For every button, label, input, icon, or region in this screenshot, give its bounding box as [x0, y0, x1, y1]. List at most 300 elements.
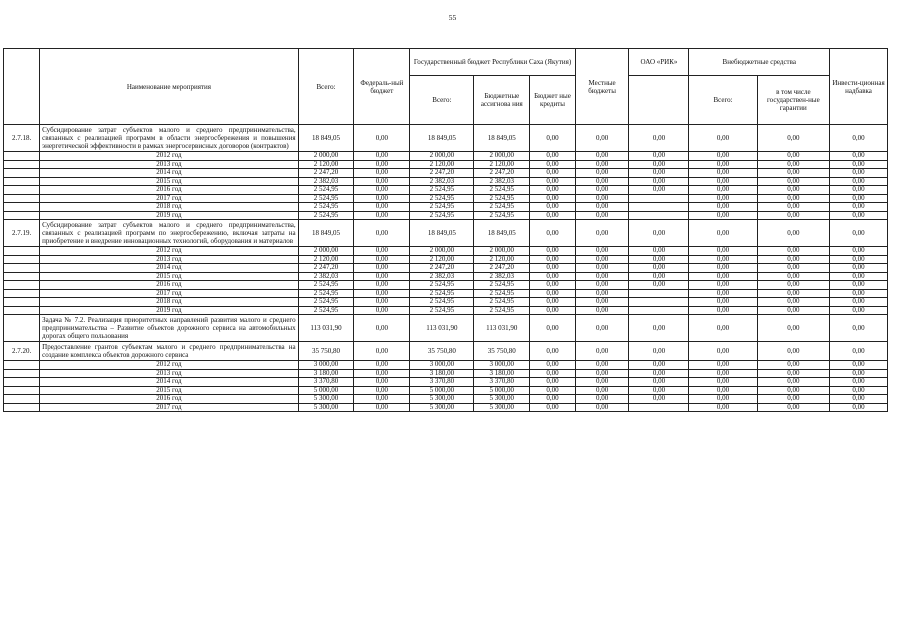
- value-cell: 2 524,95: [474, 194, 530, 203]
- value-cell: 0,00: [757, 247, 829, 256]
- value-cell: 18 849,05: [474, 220, 530, 247]
- value-cell: 18 849,05: [410, 220, 474, 247]
- value-cell: 0,00: [530, 177, 576, 186]
- year-row: [4, 272, 888, 281]
- value-cell: 0,00: [575, 255, 629, 264]
- value-cell: 0,00: [354, 255, 410, 264]
- value-cell: 0,00: [757, 403, 829, 412]
- value-cell: 35 750,80: [474, 342, 530, 361]
- year-row: [4, 403, 888, 412]
- value-cell: 0,00: [689, 378, 757, 387]
- section-row: [4, 315, 888, 342]
- value-cell: 0,00: [530, 386, 576, 395]
- value-cell: 2 524,95: [474, 306, 530, 315]
- value-cell: 113 031,90: [474, 315, 530, 342]
- empty-code-cell: [4, 386, 40, 395]
- value-cell: 0,00: [830, 125, 888, 152]
- value-cell: 0,00: [530, 152, 576, 161]
- value-cell: 0,00: [530, 247, 576, 256]
- empty-code-cell: [4, 152, 40, 161]
- year-label: 2015 год: [40, 177, 298, 186]
- year-row: [4, 177, 888, 186]
- value-cell: 0,00: [830, 386, 888, 395]
- section-code: 2.7.20.: [4, 342, 40, 361]
- year-label: 2019 год: [40, 211, 298, 220]
- value-cell: 5 000,00: [298, 386, 354, 395]
- value-cell: 0,00: [530, 211, 576, 220]
- year-label: 2015 год: [40, 386, 298, 395]
- year-label: 2014 год: [40, 378, 298, 387]
- year-row: [4, 160, 888, 169]
- value-cell: 35 750,80: [298, 342, 354, 361]
- empty-code-cell: [4, 169, 40, 178]
- value-cell: 0,00: [689, 395, 757, 404]
- empty-code-cell: [4, 306, 40, 315]
- header-name: Наименование мероприятия: [40, 49, 298, 125]
- empty-code-cell: [4, 247, 40, 256]
- value-cell: 5 300,00: [298, 403, 354, 412]
- value-cell: 0,00: [757, 386, 829, 395]
- value-cell: 0,00: [354, 403, 410, 412]
- value-cell: [629, 203, 689, 212]
- value-cell: 0,00: [629, 220, 689, 247]
- section-code: 2.7.19.: [4, 220, 40, 247]
- value-cell: 0,00: [757, 186, 829, 195]
- value-cell: 0,00: [689, 194, 757, 203]
- year-label: 2017 год: [40, 194, 298, 203]
- value-cell: 0,00: [830, 203, 888, 212]
- empty-code-cell: [4, 361, 40, 370]
- section-description: Субсидирование затрат субъектов малого и среднего предпринимательства, связанных с реализацией программ по энергосбережению, включая затраты на приобретение и внедрение инновационных технологий, оборудования и материалов: [40, 220, 298, 247]
- value-cell: 0,00: [757, 194, 829, 203]
- value-cell: 2 524,95: [474, 281, 530, 290]
- value-cell: 0,00: [757, 378, 829, 387]
- value-cell: 0,00: [757, 342, 829, 361]
- value-cell: 2 524,95: [298, 194, 354, 203]
- value-cell: 0,00: [629, 361, 689, 370]
- value-cell: 0,00: [530, 220, 576, 247]
- value-cell: 0,00: [530, 403, 576, 412]
- value-cell: 0,00: [689, 306, 757, 315]
- value-cell: 0,00: [629, 264, 689, 273]
- empty-code-cell: [4, 177, 40, 186]
- value-cell: 2 247,20: [298, 264, 354, 273]
- value-cell: 0,00: [575, 272, 629, 281]
- empty-code-cell: [4, 186, 40, 195]
- value-cell: 0,00: [354, 152, 410, 161]
- value-cell: 0,00: [629, 395, 689, 404]
- value-cell: 2 524,95: [410, 306, 474, 315]
- empty-code-cell: [4, 298, 40, 307]
- year-label: 2012 год: [40, 152, 298, 161]
- value-cell: 0,00: [629, 125, 689, 152]
- value-cell: 0,00: [575, 220, 629, 247]
- empty-code-cell: [4, 403, 40, 412]
- value-cell: 2 382,03: [474, 177, 530, 186]
- year-label: 2015 год: [40, 272, 298, 281]
- value-cell: 2 524,95: [298, 306, 354, 315]
- value-cell: 3 000,00: [298, 361, 354, 370]
- value-cell: 0,00: [689, 177, 757, 186]
- value-cell: 0,00: [689, 342, 757, 361]
- value-cell: 0,00: [530, 160, 576, 169]
- value-cell: 2 120,00: [474, 255, 530, 264]
- value-cell: 0,00: [689, 220, 757, 247]
- year-row: [4, 194, 888, 203]
- value-cell: 0,00: [575, 169, 629, 178]
- value-cell: 2 524,95: [474, 203, 530, 212]
- value-cell: 2 524,95: [474, 186, 530, 195]
- value-cell: 0,00: [354, 203, 410, 212]
- value-cell: 2 247,20: [474, 264, 530, 273]
- value-cell: 0,00: [530, 281, 576, 290]
- value-cell: 2 524,95: [298, 289, 354, 298]
- value-cell: 0,00: [629, 160, 689, 169]
- empty-code-cell: [4, 194, 40, 203]
- value-cell: 18 849,05: [474, 125, 530, 152]
- value-cell: 0,00: [689, 298, 757, 307]
- value-cell: 2 247,20: [410, 264, 474, 273]
- value-cell: 0,00: [689, 315, 757, 342]
- year-label: 2013 год: [40, 369, 298, 378]
- value-cell: 0,00: [689, 203, 757, 212]
- section-row: [4, 220, 888, 247]
- value-cell: 5 300,00: [474, 395, 530, 404]
- value-cell: 0,00: [757, 298, 829, 307]
- value-cell: 2 382,03: [410, 272, 474, 281]
- value-cell: 0,00: [830, 194, 888, 203]
- value-cell: 18 849,05: [298, 220, 354, 247]
- value-cell: 0,00: [757, 361, 829, 370]
- value-cell: 0,00: [757, 211, 829, 220]
- value-cell: 2 524,95: [474, 289, 530, 298]
- value-cell: 2 524,95: [298, 298, 354, 307]
- year-row: [4, 306, 888, 315]
- value-cell: 0,00: [575, 298, 629, 307]
- value-cell: 2 120,00: [474, 160, 530, 169]
- section-description: Предоставление грантов субъектам малого и среднего предпринимательства на создание комплекса объектов дорожного сервиса: [40, 342, 298, 361]
- value-cell: 0,00: [830, 306, 888, 315]
- value-cell: 5 300,00: [410, 403, 474, 412]
- value-cell: 0,00: [757, 289, 829, 298]
- value-cell: 0,00: [757, 306, 829, 315]
- section-code: [4, 315, 40, 342]
- year-row: [4, 186, 888, 195]
- empty-code-cell: [4, 289, 40, 298]
- value-cell: 2 382,03: [474, 272, 530, 281]
- value-cell: 0,00: [689, 369, 757, 378]
- value-cell: 0,00: [629, 272, 689, 281]
- value-cell: 0,00: [354, 264, 410, 273]
- section-description: Задача № 7.2. Реализация приоритетных направлений развития малого и среднего предпринимательства – Развитие объектов дорожного сервиса на автомобильных дорогах общего пользования: [40, 315, 298, 342]
- value-cell: 0,00: [757, 169, 829, 178]
- value-cell: [629, 298, 689, 307]
- value-cell: 2 524,95: [474, 211, 530, 220]
- value-cell: 2 382,03: [298, 272, 354, 281]
- value-cell: 0,00: [575, 160, 629, 169]
- year-label: 2012 год: [40, 247, 298, 256]
- value-cell: 0,00: [530, 378, 576, 387]
- value-cell: 0,00: [530, 395, 576, 404]
- value-cell: 5 300,00: [474, 403, 530, 412]
- section-code: 2.7.18.: [4, 125, 40, 152]
- value-cell: 0,00: [575, 152, 629, 161]
- value-cell: 0,00: [830, 289, 888, 298]
- value-cell: 0,00: [830, 255, 888, 264]
- value-cell: [629, 403, 689, 412]
- year-row: [4, 361, 888, 370]
- value-cell: 18 849,05: [410, 125, 474, 152]
- year-label: 2017 год: [40, 289, 298, 298]
- value-cell: 0,00: [830, 220, 888, 247]
- value-cell: 0,00: [689, 281, 757, 290]
- value-cell: 0,00: [757, 125, 829, 152]
- value-cell: 0,00: [575, 361, 629, 370]
- value-cell: 0,00: [530, 125, 576, 152]
- value-cell: 0,00: [575, 177, 629, 186]
- value-cell: 0,00: [354, 342, 410, 361]
- year-label: 2019 год: [40, 306, 298, 315]
- value-cell: 0,00: [530, 186, 576, 195]
- value-cell: 2 120,00: [298, 255, 354, 264]
- value-cell: 0,00: [354, 177, 410, 186]
- value-cell: 0,00: [629, 369, 689, 378]
- value-cell: [629, 306, 689, 315]
- value-cell: 0,00: [575, 395, 629, 404]
- value-cell: 0,00: [530, 272, 576, 281]
- header-rik: ОАО «РИК»: [629, 49, 689, 76]
- value-cell: 0,00: [689, 272, 757, 281]
- value-cell: 2 524,95: [298, 211, 354, 220]
- value-cell: 2 120,00: [410, 160, 474, 169]
- value-cell: 3 180,00: [474, 369, 530, 378]
- year-row: [4, 264, 888, 273]
- value-cell: 0,00: [530, 361, 576, 370]
- value-cell: 2 524,95: [298, 203, 354, 212]
- value-cell: 0,00: [830, 315, 888, 342]
- value-cell: 0,00: [354, 378, 410, 387]
- empty-code-cell: [4, 160, 40, 169]
- section-row: [4, 125, 888, 152]
- value-cell: 0,00: [530, 289, 576, 298]
- year-label: 2018 год: [40, 298, 298, 307]
- value-cell: 0,00: [354, 125, 410, 152]
- value-cell: 0,00: [575, 186, 629, 195]
- value-cell: 0,00: [629, 186, 689, 195]
- value-cell: 2 524,95: [410, 186, 474, 195]
- value-cell: 2 382,03: [410, 177, 474, 186]
- value-cell: 35 750,80: [410, 342, 474, 361]
- value-cell: 0,00: [757, 160, 829, 169]
- year-row: [4, 395, 888, 404]
- value-cell: 0,00: [629, 247, 689, 256]
- value-cell: 0,00: [830, 342, 888, 361]
- value-cell: 0,00: [689, 403, 757, 412]
- value-cell: 0,00: [575, 369, 629, 378]
- value-cell: 0,00: [830, 177, 888, 186]
- value-cell: 0,00: [530, 369, 576, 378]
- value-cell: 0,00: [354, 194, 410, 203]
- value-cell: 0,00: [530, 264, 576, 273]
- value-cell: 3 370,80: [410, 378, 474, 387]
- year-row: [4, 281, 888, 290]
- value-cell: 0,00: [530, 342, 576, 361]
- value-cell: [629, 211, 689, 220]
- value-cell: 0,00: [629, 177, 689, 186]
- value-cell: 3 000,00: [410, 361, 474, 370]
- value-cell: 0,00: [757, 220, 829, 247]
- value-cell: 0,00: [830, 264, 888, 273]
- page-number: 55: [448, 13, 457, 22]
- value-cell: [629, 194, 689, 203]
- header-state-budget: Государственный бюджет Республики Саха (Якутия): [410, 49, 575, 76]
- value-cell: 0,00: [757, 203, 829, 212]
- value-cell: 0,00: [575, 281, 629, 290]
- header-extra-guarantees: в том числе государствен-ные гарантии: [757, 76, 829, 125]
- value-cell: 0,00: [830, 378, 888, 387]
- value-cell: 0,00: [629, 315, 689, 342]
- value-cell: 0,00: [757, 395, 829, 404]
- value-cell: 0,00: [354, 315, 410, 342]
- value-cell: 2 000,00: [410, 152, 474, 161]
- year-row: [4, 369, 888, 378]
- value-cell: 0,00: [575, 386, 629, 395]
- header-budget-allocations: Бюджетные ассигнова ния: [474, 76, 530, 125]
- value-cell: 2 247,20: [298, 169, 354, 178]
- value-cell: 2 000,00: [474, 247, 530, 256]
- value-cell: 5 000,00: [410, 386, 474, 395]
- year-row: [4, 378, 888, 387]
- header-extra-total: Всего:: [689, 76, 757, 125]
- value-cell: 3 180,00: [298, 369, 354, 378]
- value-cell: 0,00: [530, 203, 576, 212]
- value-cell: 0,00: [757, 315, 829, 342]
- header-total: Всего:: [298, 49, 354, 125]
- value-cell: 0,00: [530, 298, 576, 307]
- value-cell: 0,00: [354, 361, 410, 370]
- value-cell: 0,00: [757, 177, 829, 186]
- value-cell: 0,00: [757, 272, 829, 281]
- value-cell: 0,00: [830, 281, 888, 290]
- empty-code-cell: [4, 281, 40, 290]
- value-cell: 0,00: [629, 386, 689, 395]
- value-cell: 0,00: [689, 125, 757, 152]
- empty-code-cell: [4, 378, 40, 387]
- value-cell: 2 000,00: [410, 247, 474, 256]
- empty-code-cell: [4, 369, 40, 378]
- year-label: 2013 год: [40, 160, 298, 169]
- value-cell: 0,00: [629, 342, 689, 361]
- empty-code-cell: [4, 203, 40, 212]
- value-cell: 0,00: [830, 369, 888, 378]
- year-label: 2016 год: [40, 186, 298, 195]
- section-description: Субсидирование затрат субъектов малого и среднего предпринимательства, связанных с реализацией программ в области энергосбережения и повышения энергетической эффективности в рамках энергосервисных договоров (контрактов): [40, 125, 298, 152]
- value-cell: 0,00: [629, 152, 689, 161]
- value-cell: 0,00: [354, 169, 410, 178]
- value-cell: 18 849,05: [298, 125, 354, 152]
- value-cell: 2 524,95: [410, 203, 474, 212]
- header-extrabudget: Внебюджетные средства: [689, 49, 830, 76]
- value-cell: 0,00: [830, 403, 888, 412]
- value-cell: 5 300,00: [298, 395, 354, 404]
- value-cell: 2 524,95: [410, 289, 474, 298]
- value-cell: 0,00: [575, 247, 629, 256]
- value-cell: 2 000,00: [474, 152, 530, 161]
- header-state-total: Всего:: [410, 76, 474, 125]
- value-cell: 0,00: [689, 264, 757, 273]
- budget-table: [3, 48, 888, 412]
- value-cell: 2 524,95: [410, 211, 474, 220]
- value-cell: 0,00: [689, 152, 757, 161]
- empty-code-cell: [4, 211, 40, 220]
- header-rik-sub: [629, 76, 689, 125]
- year-row: [4, 255, 888, 264]
- value-cell: 0,00: [757, 255, 829, 264]
- year-row: [4, 203, 888, 212]
- value-cell: 0,00: [575, 211, 629, 220]
- value-cell: 0,00: [575, 125, 629, 152]
- value-cell: 3 000,00: [474, 361, 530, 370]
- year-row: [4, 247, 888, 256]
- value-cell: 0,00: [689, 211, 757, 220]
- value-cell: 0,00: [354, 160, 410, 169]
- value-cell: 2 000,00: [298, 152, 354, 161]
- header-investment: Инвести-ционная надбавка: [830, 49, 888, 125]
- value-cell: 0,00: [354, 247, 410, 256]
- value-cell: 5 300,00: [410, 395, 474, 404]
- year-label: 2014 год: [40, 264, 298, 273]
- value-cell: 0,00: [830, 211, 888, 220]
- value-cell: 0,00: [575, 315, 629, 342]
- empty-code-cell: [4, 264, 40, 273]
- value-cell: 2 524,95: [410, 281, 474, 290]
- year-label: 2016 год: [40, 281, 298, 290]
- value-cell: 0,00: [689, 160, 757, 169]
- value-cell: 0,00: [575, 306, 629, 315]
- year-label: 2016 год: [40, 395, 298, 404]
- value-cell: 2 524,95: [410, 298, 474, 307]
- header-budget-credits: Бюджет ные кредиты: [530, 76, 576, 125]
- year-label: 2014 год: [40, 169, 298, 178]
- value-cell: 0,00: [689, 255, 757, 264]
- value-cell: 0,00: [830, 160, 888, 169]
- value-cell: 0,00: [689, 386, 757, 395]
- value-cell: 2 524,95: [410, 194, 474, 203]
- year-row: [4, 152, 888, 161]
- value-cell: 3 370,80: [298, 378, 354, 387]
- empty-code-cell: [4, 255, 40, 264]
- value-cell: 113 031,90: [410, 315, 474, 342]
- value-cell: 0,00: [830, 272, 888, 281]
- value-cell: 0,00: [757, 369, 829, 378]
- value-cell: 0,00: [689, 169, 757, 178]
- value-cell: 2 247,20: [410, 169, 474, 178]
- value-cell: 0,00: [689, 361, 757, 370]
- value-cell: 0,00: [575, 342, 629, 361]
- value-cell: 2 524,95: [298, 281, 354, 290]
- value-cell: 0,00: [575, 203, 629, 212]
- value-cell: 0,00: [830, 169, 888, 178]
- value-cell: 2 524,95: [474, 298, 530, 307]
- value-cell: 2 382,03: [298, 177, 354, 186]
- value-cell: 2 120,00: [298, 160, 354, 169]
- header-local: Местные бюджеты: [575, 49, 629, 125]
- value-cell: 0,00: [530, 255, 576, 264]
- value-cell: 2 524,95: [298, 186, 354, 195]
- year-label: 2018 год: [40, 203, 298, 212]
- value-cell: 2 120,00: [410, 255, 474, 264]
- value-cell: 0,00: [530, 315, 576, 342]
